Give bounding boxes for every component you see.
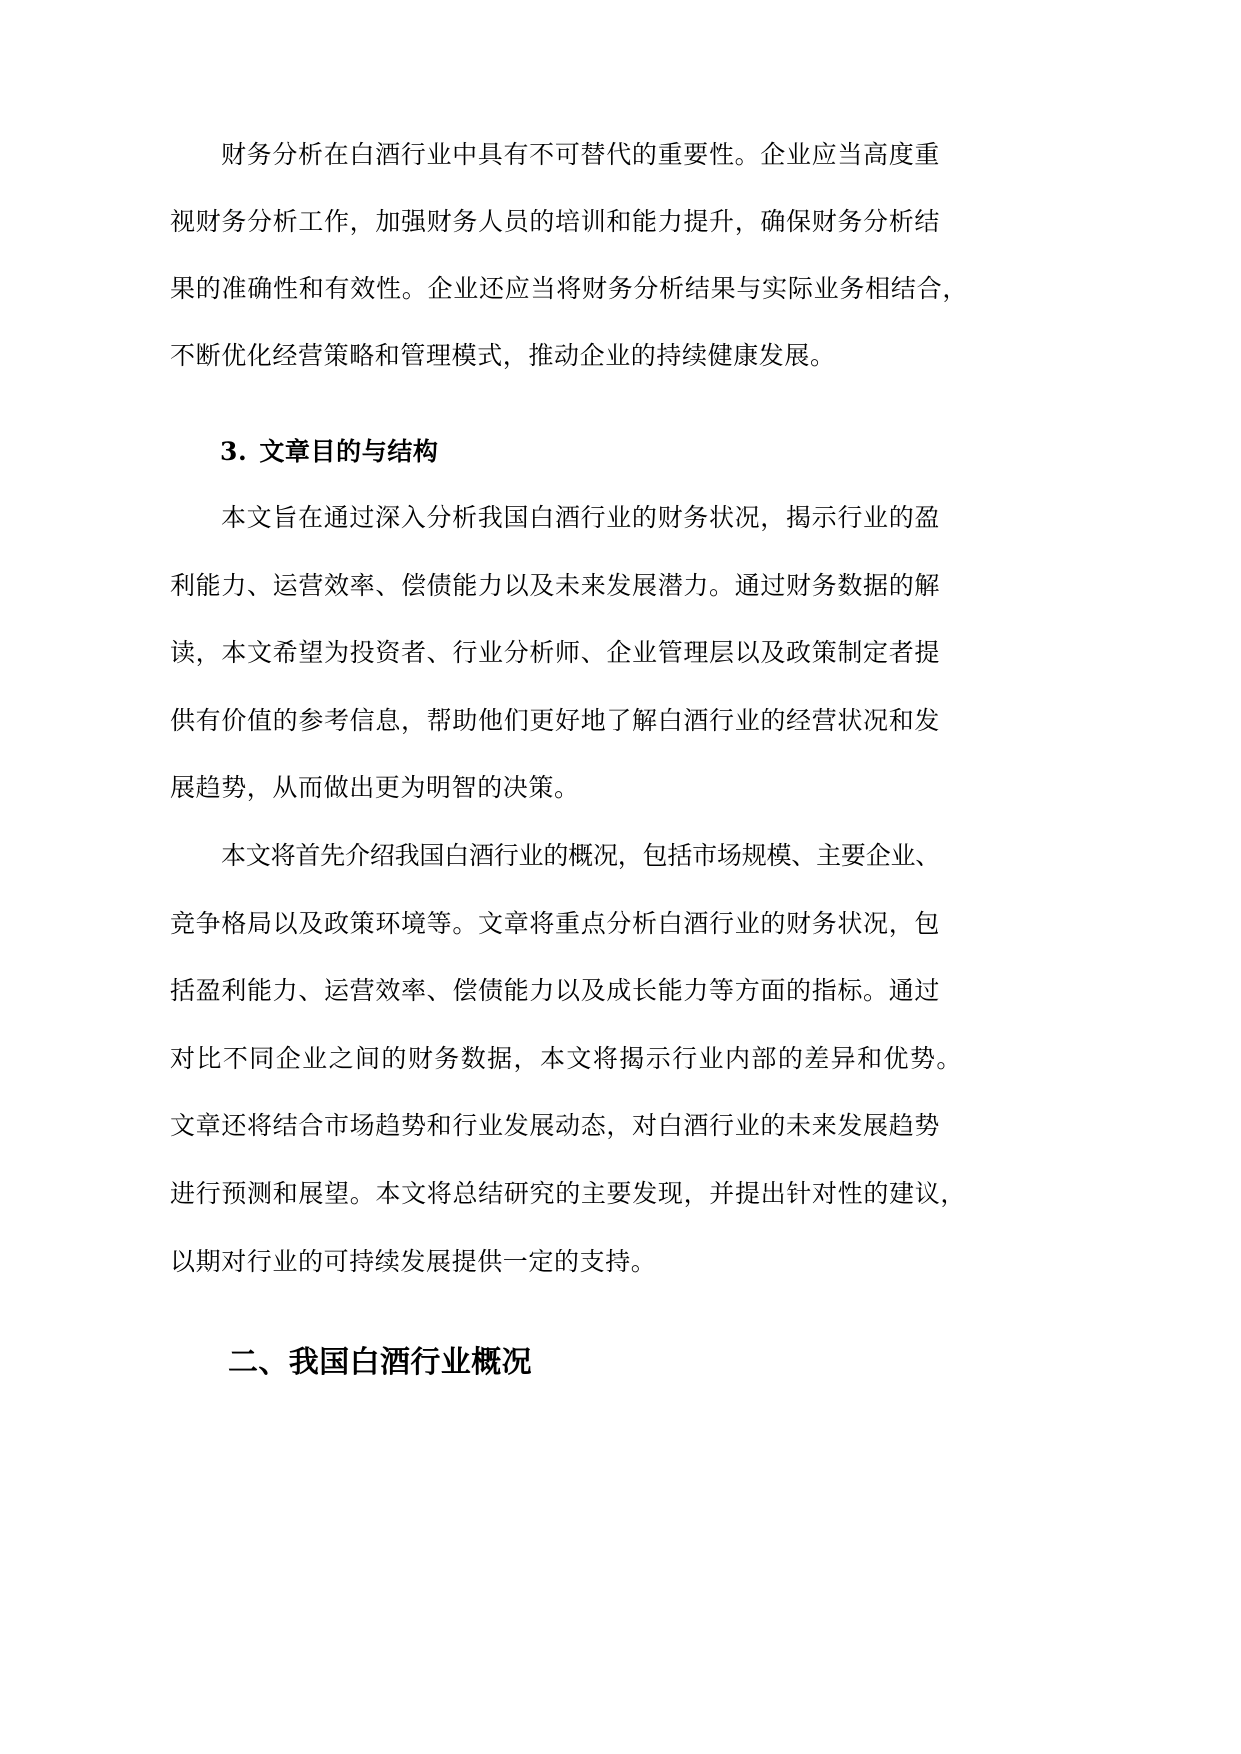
section-heading-title: 文章目的与结构: [259, 437, 439, 466]
paragraph-2-line-2: 利能力、运营效率、偿债能力以及未来发展潜力。通过财务数据的解: [170, 571, 940, 600]
paragraph-1-line-4: 不断优化经营策略和管理模式，推动企业的持续健康发展。: [170, 341, 836, 370]
section-heading-number: 3.: [220, 437, 248, 466]
paragraph-3-line-2: 竞争格局以及政策环境等。文章将重点分析白酒行业的财务状况，包: [170, 909, 940, 938]
paragraph-2-line-4: 供有价值的参考信息，帮助他们更好地了解白酒行业的经营状况和发: [170, 706, 940, 735]
paragraph-1-line-1: 财务分析在白酒行业中具有不可替代的重要性。企业应当高度重: [221, 140, 940, 169]
paragraph-3-line-7: 以期对行业的可持续发展提供一定的支持。: [170, 1247, 657, 1276]
paragraph-3-line-1: 本文将首先介绍我国白酒行业的概况，包括市场规模、主要企业、: [221, 841, 940, 870]
section-heading: [220, 435, 439, 469]
chapter-heading: 二、我国白酒行业概况: [228, 1345, 532, 1380]
paragraph-2-line-5: 展趋势，从而做出更为明智的决策。: [170, 773, 580, 802]
paragraph-3-line-3: 括盈利能力、运营效率、偿债能力以及成长能力等方面的指标。通过: [170, 976, 940, 1005]
paragraph-1-line-2: 视财务分析工作，加强财务人员的培训和能力提升，确保财务分析结: [170, 207, 940, 236]
paragraph-3-line-4: 对比不同企业之间的财务数据，本文将揭示行业内部的差异和优势。: [170, 1044, 962, 1073]
paragraph-2-line-1: 本文旨在通过深入分析我国白酒行业的财务状况，揭示行业的盈: [221, 503, 940, 532]
paragraph-1-line-3: 果的准确性和有效性。企业还应当将财务分析结果与实际业务相结合，: [170, 274, 968, 303]
paragraph-3-line-6: 进行预测和展望。本文将总结研究的主要发现，并提出针对性的建议，: [170, 1179, 966, 1208]
paragraph-3-line-5: 文章还将结合市场趋势和行业发展动态，对白酒行业的未来发展趋势: [170, 1111, 940, 1140]
paragraph-2-line-3: 读，本文希望为投资者、行业分析师、企业管理层以及政策制定者提: [170, 638, 940, 667]
